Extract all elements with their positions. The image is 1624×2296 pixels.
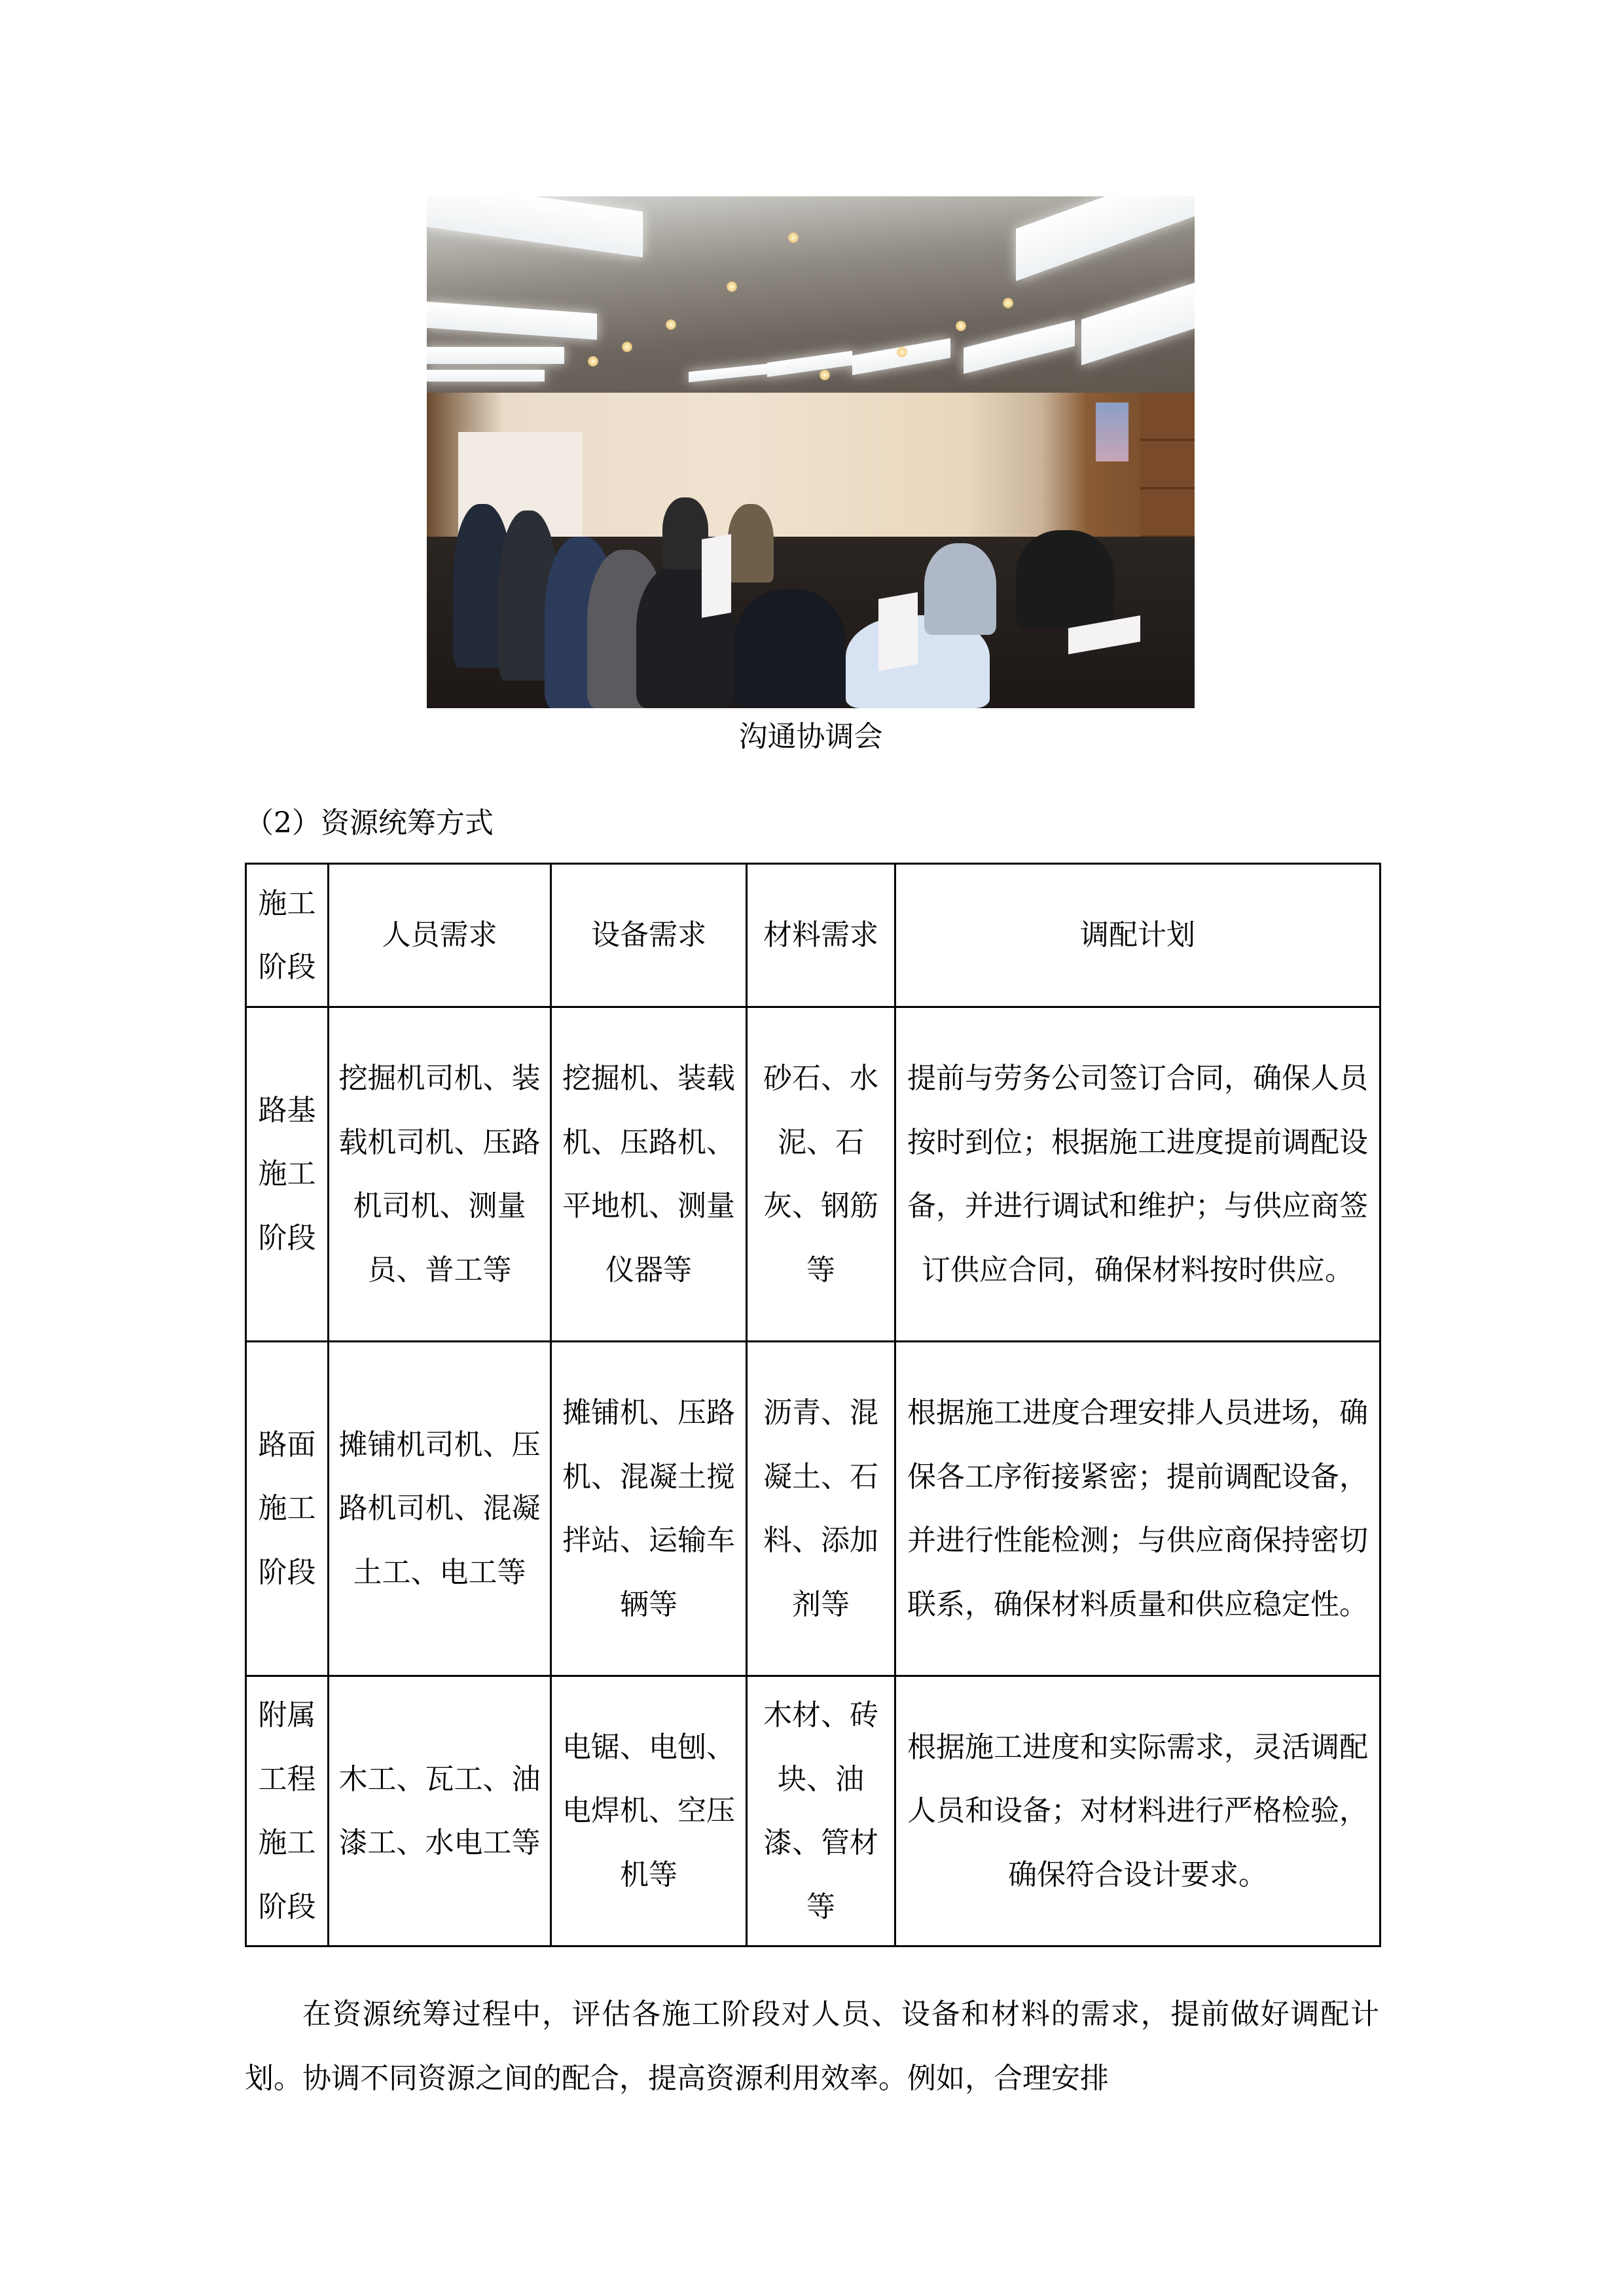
table-row — [246, 1007, 1380, 1342]
photo-lamp — [666, 319, 676, 330]
photo-light-panel — [427, 370, 545, 382]
cell-personnel: 木工、瓦工、油漆工、水电工等 — [329, 1676, 551, 1946]
photo-person — [734, 589, 846, 708]
body-paragraph: 在资源统筹过程中，评估各施工阶段对人员、设备和材料的需求，提前做好调配计划。协调不同资源之间的配合，提高资源利用效率。例如，合理安排 — [245, 1998, 1379, 2095]
photo-lamp — [1003, 298, 1013, 308]
photo-lamp — [820, 370, 830, 380]
meeting-photo — [427, 196, 1195, 708]
cell-equipment: 电锯、电刨、电焊机、空压机等 — [551, 1676, 747, 1946]
figure-caption: 沟通协调会 — [738, 720, 883, 753]
section-heading: （2）资源统筹方式 — [245, 806, 494, 840]
cell-plan: 根据施工进度合理安排人员进场，确保各工序衔接紧密；提前调配设备，并进行性能检测；与供应商保持密切联系，确保材料质量和供应稳定性。 — [895, 1342, 1380, 1676]
photo-lamp — [727, 281, 737, 292]
header-equipment: 设备需求 — [551, 864, 747, 1007]
cell-personnel: 挖掘机司机、装载机司机、压路机司机、测量员、普工等 — [329, 1007, 551, 1342]
table-row — [246, 1342, 1380, 1676]
photo-lamp — [897, 347, 907, 357]
photo-paper — [878, 592, 918, 672]
header-materials: 材料需求 — [747, 864, 895, 1007]
photo-person — [924, 543, 996, 635]
cell-stage: 路基施工阶段 — [246, 1007, 329, 1342]
cell-equipment: 挖掘机、装载机、压路机、平地机、测量仪器等 — [551, 1007, 747, 1342]
table-row — [246, 1676, 1380, 1946]
photo-lamp — [788, 232, 799, 243]
cell-plan: 提前与劳务公司签订合同，确保人员按时到位；根据施工进度提前调配设备，并进行调试和维护；与供应商签订供应合同，确保材料按时供应。 — [895, 1007, 1380, 1342]
header-plan: 调配计划 — [895, 864, 1380, 1007]
table-header-row — [246, 864, 1380, 1007]
cell-materials: 沥青、混凝土、石料、添加剂等 — [747, 1342, 895, 1676]
photo-light-panel — [427, 347, 564, 364]
cell-personnel: 摊铺机司机、压路机司机、混凝土工、电工等 — [329, 1342, 551, 1676]
photo-person — [728, 504, 774, 583]
cell-materials: 砂石、水泥、石灰、钢筋等 — [747, 1007, 895, 1342]
photo-lamp — [622, 342, 632, 352]
cell-materials: 木材、砖块、油漆、管材等 — [747, 1676, 895, 1946]
photo-poster — [1096, 403, 1128, 461]
resource-plan-table — [245, 863, 1381, 1947]
cell-stage: 路面施工阶段 — [246, 1342, 329, 1676]
photo-paper — [702, 534, 731, 618]
photo-lamp — [956, 321, 966, 331]
header-stage: 施工阶段 — [246, 864, 329, 1007]
header-personnel: 人员需求 — [329, 864, 551, 1007]
cell-plan: 根据施工进度和实际需求，灵活调配人员和设备；对材料进行严格检验，确保符合设计要求。 — [895, 1676, 1380, 1946]
photo-lamp — [588, 356, 598, 367]
photo-person — [1016, 530, 1114, 628]
cell-equipment: 摊铺机、压路机、混凝土搅拌站、运输车辆等 — [551, 1342, 747, 1676]
cell-stage: 附属工程施工阶段 — [246, 1676, 329, 1946]
